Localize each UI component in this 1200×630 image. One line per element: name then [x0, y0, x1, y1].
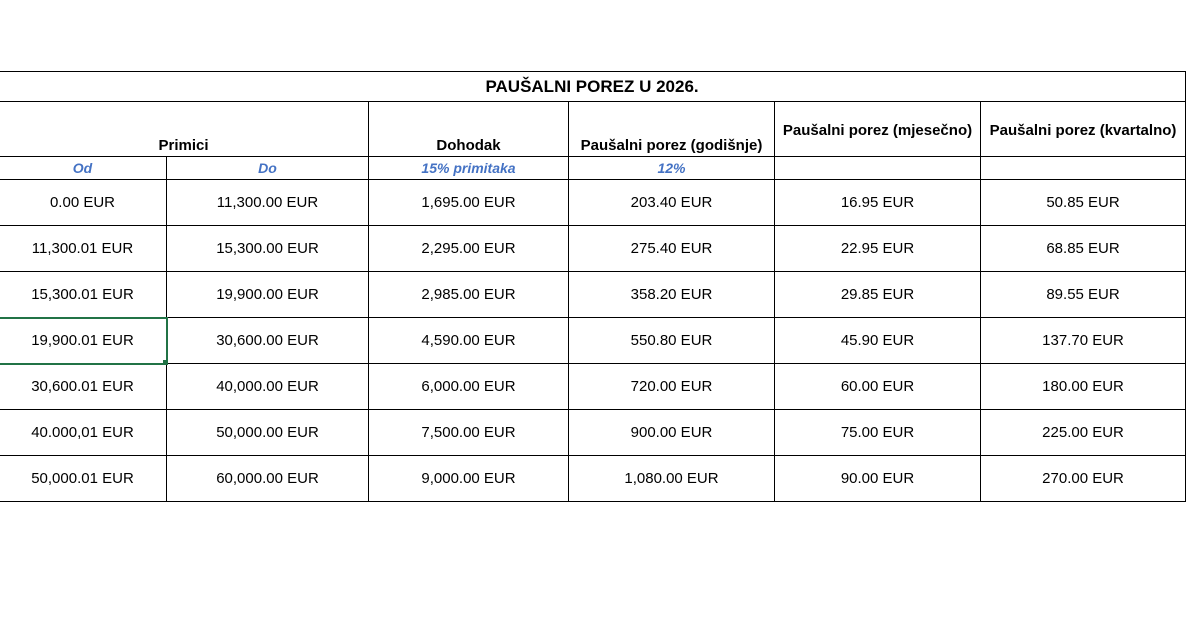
subheader-od[interactable]: Od: [0, 157, 167, 180]
cell-kvartalno[interactable]: 89.55 EUR: [981, 272, 1186, 318]
header-kvartalno[interactable]: Paušalni porez (kvartalno): [981, 102, 1186, 157]
cell-mjesecno[interactable]: 22.95 EUR: [775, 226, 981, 272]
header-row: [0, 102, 1186, 157]
cell-od[interactable]: 19,900.01 EUR: [0, 318, 167, 364]
cell-dohodak[interactable]: 1,695.00 EUR: [369, 180, 569, 226]
cell-mjesecno[interactable]: 16.95 EUR: [775, 180, 981, 226]
cell-od[interactable]: 50,000.01 EUR: [0, 456, 167, 502]
subheader-do[interactable]: Do: [167, 157, 369, 180]
table-body: [0, 180, 1186, 502]
cell-godisnje[interactable]: 203.40 EUR: [569, 180, 775, 226]
cell-dohodak[interactable]: 6,000.00 EUR: [369, 364, 569, 410]
cell-mjesecno[interactable]: 75.00 EUR: [775, 410, 981, 456]
table-row: [0, 410, 1186, 456]
cell-do[interactable]: 50,000.00 EUR: [167, 410, 369, 456]
header-godisnje[interactable]: Paušalni porez (godišnje): [569, 102, 775, 157]
cell-kvartalno[interactable]: 68.85 EUR: [981, 226, 1186, 272]
table-title[interactable]: PAUŠALNI POREZ U 2026.: [0, 72, 1186, 102]
cell-kvartalno[interactable]: 180.00 EUR: [981, 364, 1186, 410]
cell-kvartalno[interactable]: 225.00 EUR: [981, 410, 1186, 456]
title-row: [0, 72, 1186, 102]
table-row: [0, 318, 1186, 364]
cell-od[interactable]: 0.00 EUR: [0, 180, 167, 226]
table-row: [0, 456, 1186, 502]
table-row: [0, 226, 1186, 272]
table-row: [0, 180, 1186, 226]
cell-do[interactable]: 15,300.00 EUR: [167, 226, 369, 272]
cell-dohodak[interactable]: 2,985.00 EUR: [369, 272, 569, 318]
cell-kvartalno[interactable]: 270.00 EUR: [981, 456, 1186, 502]
header-primici[interactable]: Primici: [0, 102, 369, 157]
subheader-rate[interactable]: 12%: [569, 157, 775, 180]
header-mjesecno[interactable]: Paušalni porez (mjesečno): [775, 102, 981, 157]
cell-godisnje[interactable]: 900.00 EUR: [569, 410, 775, 456]
header-dohodak[interactable]: Dohodak: [369, 102, 569, 157]
cell-do[interactable]: 40,000.00 EUR: [167, 364, 369, 410]
cell-dohodak[interactable]: 2,295.00 EUR: [369, 226, 569, 272]
cell-mjesecno[interactable]: 90.00 EUR: [775, 456, 981, 502]
cell-dohodak[interactable]: 7,500.00 EUR: [369, 410, 569, 456]
cell-godisnje[interactable]: 358.20 EUR: [569, 272, 775, 318]
tax-table: [0, 71, 1186, 502]
cell-mjesecno[interactable]: 29.85 EUR: [775, 272, 981, 318]
cell-godisnje[interactable]: 275.40 EUR: [569, 226, 775, 272]
cell-kvartalno[interactable]: 50.85 EUR: [981, 180, 1186, 226]
cell-kvartalno[interactable]: 137.70 EUR: [981, 318, 1186, 364]
cell-od[interactable]: 40.000,01 EUR: [0, 410, 167, 456]
cell-dohodak[interactable]: 4,590.00 EUR: [369, 318, 569, 364]
subheader-empty-mjesecno[interactable]: [775, 157, 981, 180]
subheader-empty-kvartalno[interactable]: [981, 157, 1186, 180]
cell-od[interactable]: 15,300.01 EUR: [0, 272, 167, 318]
cell-mjesecno[interactable]: 45.90 EUR: [775, 318, 981, 364]
cell-od[interactable]: 30,600.01 EUR: [0, 364, 167, 410]
subheader-dohodak-note[interactable]: 15% primitaka: [369, 157, 569, 180]
cell-do[interactable]: 30,600.00 EUR: [167, 318, 369, 364]
cell-od[interactable]: 11,300.01 EUR: [0, 226, 167, 272]
cell-do[interactable]: 19,900.00 EUR: [167, 272, 369, 318]
subheader-row: [0, 157, 1186, 180]
cell-godisnje[interactable]: 1,080.00 EUR: [569, 456, 775, 502]
cell-godisnje[interactable]: 720.00 EUR: [569, 364, 775, 410]
table-row: [0, 364, 1186, 410]
cell-do[interactable]: 60,000.00 EUR: [167, 456, 369, 502]
cell-godisnje[interactable]: 550.80 EUR: [569, 318, 775, 364]
cell-do[interactable]: 11,300.00 EUR: [167, 180, 369, 226]
cell-dohodak[interactable]: 9,000.00 EUR: [369, 456, 569, 502]
cell-mjesecno[interactable]: 60.00 EUR: [775, 364, 981, 410]
table-row: [0, 272, 1186, 318]
